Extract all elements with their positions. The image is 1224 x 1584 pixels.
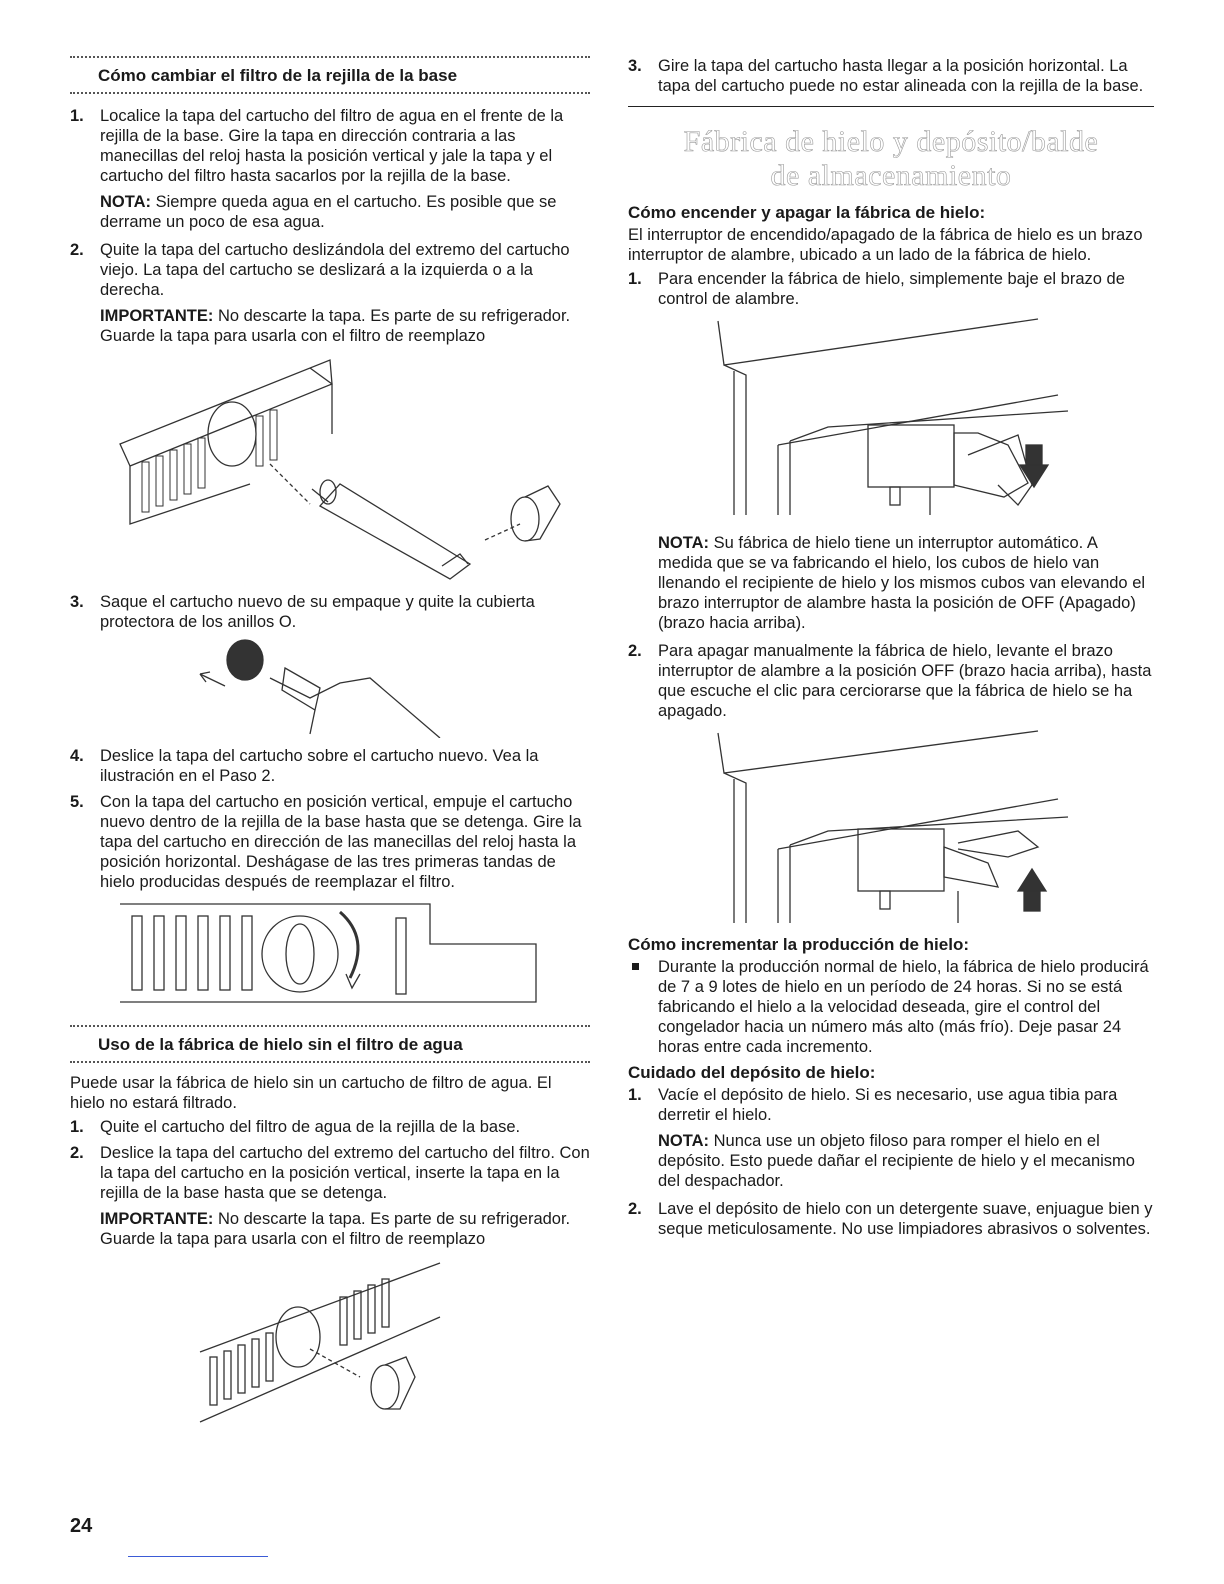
- note-text: Su fábrica de hielo tiene un interruptor automático. A medida que se va fabricando el hielo, los cubos de hielo van llenando el recipiente de hielo y los mismos cubos van elevando el brazo interruptor de alambre hasta la posición de OFF (Apagado) (brazo hacia arriba).: [658, 534, 1146, 632]
- footer-line: [128, 1556, 268, 1557]
- note-label: NOTA:: [658, 534, 710, 552]
- step-number: 3.: [70, 593, 84, 611]
- section-rule: [628, 106, 1154, 107]
- step-text: Deslice la tapa del cartucho sobre el cartucho nuevo. Vea la ilustración en el Paso 2.: [100, 747, 539, 785]
- step-1: [628, 269, 1154, 309]
- important-text: No descarte la tapa. Es parte de su refrigerador. Guarde la tapa para usarla con el filtro de reemplazo: [100, 1210, 571, 1248]
- ice-maker-arm-up-illustration: [628, 727, 1154, 927]
- increase-production-title: Cómo incrementar la producción de hielo:: [628, 935, 969, 954]
- step-number: 1.: [628, 1086, 642, 1104]
- step-text: Gire la tapa del cartucho hasta llegar a la posición horizontal. La tapa del cartucho puede no estar alineada con la rejilla de la base.: [658, 57, 1144, 95]
- step-text: Saque el cartucho nuevo de su empaque y quite la cubierta protectora de los anillos O.: [100, 593, 535, 631]
- section-title-change-filter: Cómo cambiar el filtro de la rejilla de la base: [98, 66, 458, 85]
- heading-line-2: de almacenamiento: [770, 159, 1012, 192]
- step-number: 1.: [70, 107, 84, 125]
- note: [628, 1131, 1154, 1191]
- step-text: Localice la tapa del cartucho del filtro de agua en el frente de la rejilla de la base. Gire la tapa en dirección contraria a las manecillas del reloj hasta la posición vertical y jale la tapa y el cartucho del filtro hasta sacarlos por la rejilla de la base.: [100, 107, 564, 185]
- cap-insert-illustration: [70, 1257, 590, 1427]
- step-number: 2.: [628, 1200, 642, 1218]
- step-text: Con la tapa del cartucho en posición vertical, empuje el cartucho nuevo dentro de la rejilla de la base hasta que se detenga. Gire la tapa del cartucho en dirección de las manecillas del reloj hasta la posición horizontal. Deshágase de las tres primeras tandas de hielo producidas después de reemplazar el filtro.: [100, 793, 582, 891]
- step-1: [628, 1085, 1154, 1125]
- section-intro: Puede usar la fábrica de hielo sin un cartucho de filtro de agua. El hielo no estará filtrado.: [70, 1074, 552, 1112]
- note: [70, 192, 590, 232]
- step-text: Deslice la tapa del cartucho del extremo del cartucho del filtro. Con la tapa del cartucho en la posición vertical, inserte la tapa en la rejilla de la base hasta que se detenga.: [100, 1144, 590, 1202]
- bullet-text: Durante la producción normal de hielo, la fábrica de hielo producirá de 7 a 9 lotes de hielo en un período de 24 horas. Si no se está fabricando el hielo a la velocidad deseada, gire el control del congelador hacia un número más alto (más frío). Deje pasar 24 horas entre cada incremento.: [658, 958, 1149, 1056]
- step-number: 2.: [70, 1144, 84, 1162]
- important-label: IMPORTANTE:: [100, 1210, 214, 1228]
- step-5: [70, 792, 590, 892]
- step-1: [70, 1117, 590, 1137]
- note-label: NOTA:: [100, 193, 152, 211]
- o-ring-cover-illustration: [70, 638, 590, 738]
- step-2: [628, 641, 1154, 721]
- note-text: Siempre queda agua en el cartucho. Es posible que se derrame un poco de esa agua.: [100, 193, 557, 231]
- step-2: [628, 1199, 1154, 1239]
- step-2: [70, 240, 590, 300]
- right-column: [628, 56, 1154, 1245]
- important-label: IMPORTANTE:: [100, 307, 214, 325]
- step-text: Lave el depósito de hielo con un detergente suave, enjuague bien y seque meticulosamente. No use limpiadores abrasivos o solventes.: [658, 1200, 1153, 1238]
- step-number: 2.: [70, 241, 84, 259]
- step-number: 2.: [628, 642, 642, 660]
- on-off-title: Cómo encender y apagar la fábrica de hielo:: [628, 203, 986, 222]
- important-note: [70, 1209, 590, 1249]
- note-label: NOTA:: [658, 1132, 710, 1150]
- heading-line-1: Fábrica de hielo y depósito/balde: [683, 125, 1099, 158]
- divider: [70, 1061, 590, 1063]
- section-title-no-filter: Uso de la fábrica de hielo sin el filtro de agua: [98, 1035, 463, 1054]
- base-grille-cap-illustration: [70, 898, 590, 1013]
- step-number: 4.: [70, 747, 84, 765]
- step-number: 5.: [70, 793, 84, 811]
- page-number: 24: [70, 1515, 93, 1537]
- step-2: [70, 1143, 590, 1203]
- step-3: [70, 592, 590, 632]
- ice-maker-heading: [628, 125, 1154, 193]
- divider: [70, 1025, 590, 1027]
- left-column: [70, 56, 590, 1435]
- bullet-item: [628, 957, 1154, 1057]
- step-text: Para apagar manualmente la fábrica de hielo, levante el brazo interruptor de alambre a la posición OFF (brazo hacia arriba), hasta que escuche el clic para cerciorarse que la fábrica de hielo se ha apagado.: [658, 642, 1152, 720]
- divider: [70, 56, 590, 58]
- divider: [70, 92, 590, 94]
- bullet-square-icon: [632, 963, 639, 970]
- care-title: Cuidado del depósito de hielo:: [628, 1063, 876, 1082]
- note: [628, 533, 1154, 633]
- filter-cartridge-illustration: [70, 354, 590, 584]
- step-3: [628, 56, 1154, 96]
- step-4: [70, 746, 590, 786]
- step-number: 1.: [70, 1118, 84, 1136]
- step-text: Quite el cartucho del filtro de agua de la rejilla de la base.: [100, 1118, 521, 1136]
- ice-maker-arm-down-illustration: [628, 315, 1154, 525]
- on-off-intro: El interruptor de encendido/apagado de la fábrica de hielo es un brazo interruptor de alambre, ubicado a un lado de la fábrica de hielo.: [628, 226, 1143, 264]
- step-text: Vacíe el depósito de hielo. Si es necesario, use agua tibia para derretir el hielo.: [658, 1086, 1118, 1124]
- important-text: No descarte la tapa. Es parte de su refrigerador. Guarde la tapa para usarla con el filtro de reemplazo: [100, 307, 571, 345]
- note-text: Nunca use un objeto filoso para romper el hielo en el depósito. Esto puede dañar el recipiente de hielo y el mecanismo del despachador.: [658, 1132, 1135, 1190]
- important-note: [70, 306, 590, 346]
- step-number: 1.: [628, 270, 642, 288]
- step-text: Para encender la fábrica de hielo, simplemente baje el brazo de control de alambre.: [658, 270, 1125, 308]
- step-text: Quite la tapa del cartucho deslizándola del extremo del cartucho viejo. La tapa del cartucho se deslizará a la izquierda o a la derecha.: [100, 241, 570, 299]
- step-number: 3.: [628, 57, 642, 75]
- step-1: [70, 106, 590, 186]
